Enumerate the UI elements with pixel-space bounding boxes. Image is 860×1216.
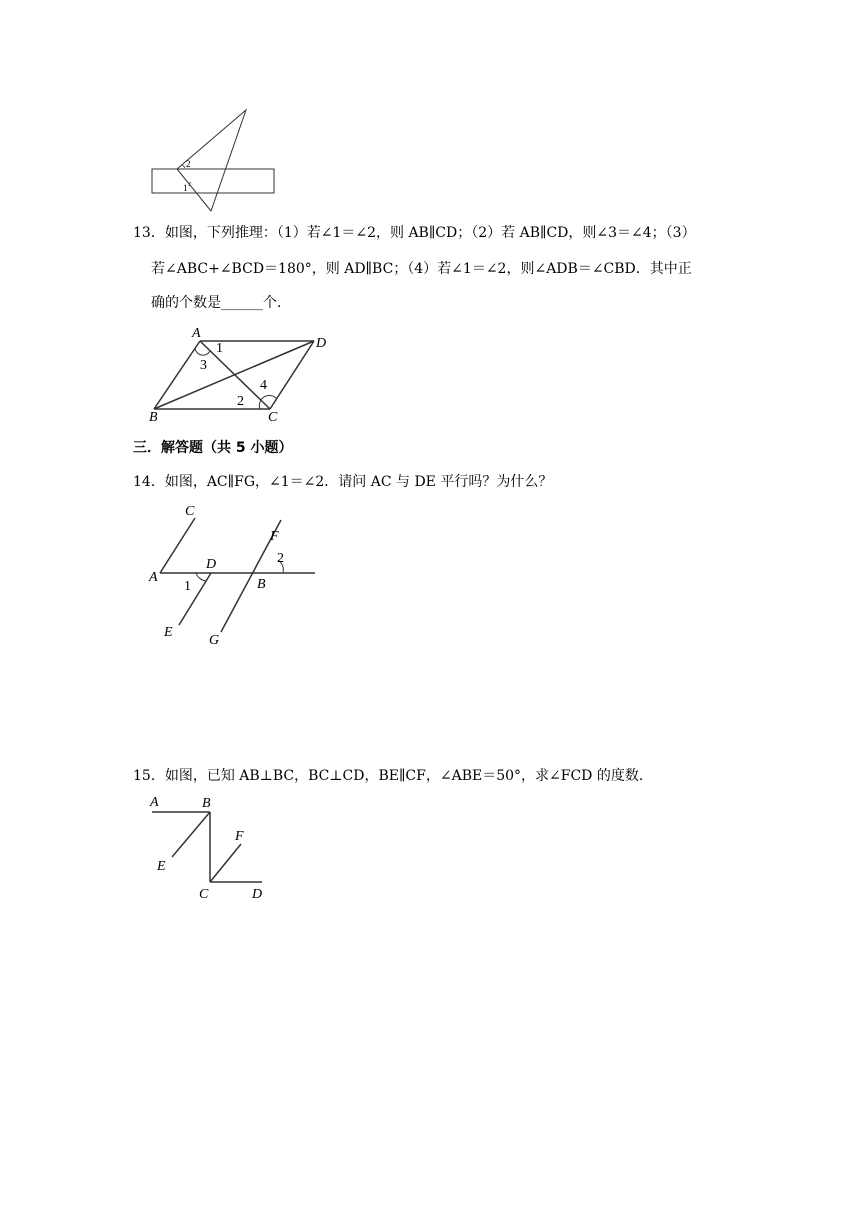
point-a-label: A xyxy=(149,570,158,585)
figure-q14 xyxy=(145,500,325,650)
point-d-label: D xyxy=(206,557,217,572)
answer-blank: ______ xyxy=(221,295,263,311)
point-b-label: B xyxy=(149,410,158,425)
angle-label-1: 1 xyxy=(183,183,188,193)
point-b-label: B xyxy=(202,796,211,811)
q13-line2: 若∠ABC+∠BCD＝180°，则 AD∥BC；（4）若∠1＝∠2，则∠ADB＝∠CBD．其中正 xyxy=(151,261,692,277)
point-a-label: A xyxy=(150,795,159,810)
rectangle-strip xyxy=(152,169,274,193)
q13-line3 xyxy=(151,293,291,313)
angle-2-label: 2 xyxy=(277,551,284,566)
angle-4-label: 4 xyxy=(260,378,267,393)
point-a-label: A xyxy=(192,326,201,341)
point-c-label: C xyxy=(185,504,195,519)
angle-2-label: 2 xyxy=(237,394,244,409)
figure-q13 xyxy=(140,325,340,425)
angle-1-label: 1 xyxy=(184,579,191,594)
point-g-label: G xyxy=(209,633,220,648)
point-c-label: C xyxy=(268,410,278,425)
angle-1-label: 1 xyxy=(216,341,223,356)
angle-label-2: 2 xyxy=(186,159,191,169)
point-d-label: D xyxy=(316,336,327,351)
point-f-label: F xyxy=(235,829,244,844)
point-f-label: F xyxy=(270,529,279,544)
q13-line1: 13．如图，下列推理：（1）若∠1＝∠2，则 AB∥CD；（2）若 AB∥CD，则∠3＝∠4；（3） xyxy=(133,225,696,241)
q15-question: 15．如图，已知 AB⊥BC，BC⊥CD，BE∥CF，∠ABE＝50°，求∠FCD 的度数． xyxy=(133,768,653,784)
point-c-label: C xyxy=(199,887,209,902)
q13-line3-text: 确的个数是 xyxy=(151,295,221,311)
section-heading: 三．解答题（共 5 小题） xyxy=(133,440,293,456)
point-b-label: B xyxy=(257,577,266,592)
point-d-label: D xyxy=(252,887,263,902)
q13-line3-tail: 个． xyxy=(263,295,291,311)
figure-q15 xyxy=(140,790,280,910)
point-e-label: E xyxy=(157,859,166,874)
q14-question: 14．如图，AC∥FG，∠1＝∠2．请问 AC 与 DE 平行吗？为什么？ xyxy=(133,474,553,490)
angle-3-label: 3 xyxy=(200,358,207,373)
point-e-label: E xyxy=(164,625,173,640)
figure-q12 xyxy=(140,100,290,220)
